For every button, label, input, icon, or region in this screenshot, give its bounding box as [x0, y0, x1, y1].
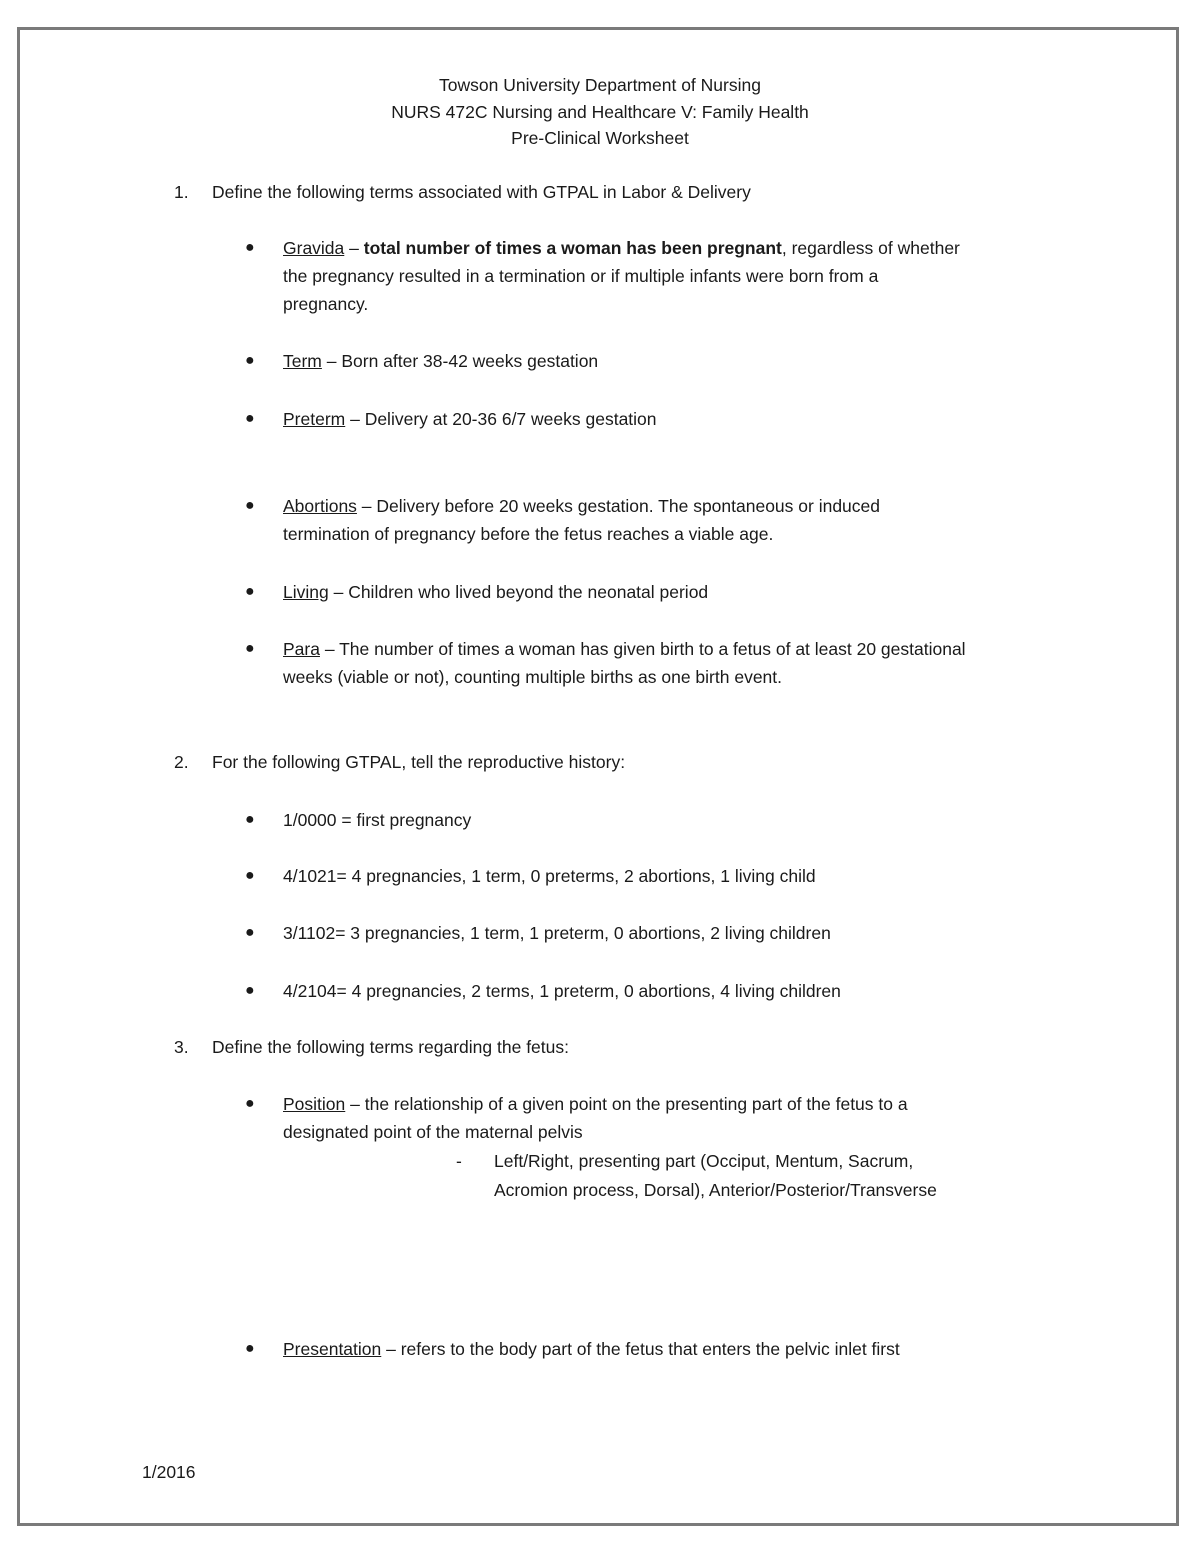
header-course: NURS 472C Nursing and Healthcare V: Family Health: [391, 102, 809, 122]
presentation-term: Presentation: [283, 1339, 382, 1359]
sub-dash: -: [456, 1151, 462, 1171]
gtpal-item: 1/0000 = first pregnancy: [283, 810, 472, 830]
living-item: Living – Children who lived beyond the neonatal period: [283, 582, 709, 602]
bullet-icon: ●: [245, 239, 255, 256]
position-line2: designated point of the maternal pelvis: [283, 1122, 583, 1142]
position-term: Position: [283, 1094, 346, 1114]
bullet-icon: ●: [245, 811, 255, 828]
term-term: Term: [283, 351, 322, 371]
bullet-icon: ●: [245, 1095, 255, 1112]
footer-date: 1/2016: [142, 1462, 196, 1482]
term-item: Term – Born after 38-42 weeks gestation: [283, 351, 599, 371]
para-line2: weeks (viable or not), counting multiple births as one birth event.: [283, 667, 783, 687]
gravida-line2: the pregnancy resulted in a termination or if multiple infants were born from a: [283, 266, 879, 286]
bullet-icon: ●: [245, 410, 255, 427]
gravida-term: Gravida: [283, 238, 345, 258]
bullet-icon: ●: [245, 867, 255, 884]
q2-number: 2.: [174, 752, 189, 772]
q3-text: Define the following terms regarding the fetus:: [212, 1037, 569, 1057]
bullet-icon: ●: [245, 352, 255, 369]
bullet-icon: ●: [245, 583, 255, 600]
position-line1: Position – the relationship of a given point on the presenting part of the fetus to a: [283, 1094, 908, 1114]
q1-text: Define the following terms associated with GTPAL in Labor & Delivery: [212, 182, 751, 202]
preterm-term: Preterm: [283, 409, 346, 429]
q2-text: For the following GTPAL, tell the reproductive history:: [212, 752, 626, 772]
gravida-line3: pregnancy.: [283, 294, 369, 314]
bullet-icon: ●: [245, 924, 255, 941]
bullet-icon: ●: [245, 1340, 255, 1357]
presentation-item: Presentation – refers to the body part of the fetus that enters the pelvic inlet first: [283, 1339, 900, 1359]
q3-number: 3.: [174, 1037, 189, 1057]
gtpal-item: 4/1021= 4 pregnancies, 1 term, 0 preterms, 2 abortions, 1 living child: [283, 866, 816, 886]
abortions-line1: Abortions – Delivery before 20 weeks gestation. The spontaneous or induced: [283, 496, 880, 516]
abortions-term: Abortions: [283, 496, 357, 516]
header-title: Pre-Clinical Worksheet: [511, 128, 689, 148]
para-term: Para: [283, 639, 320, 659]
gtpal-item: 4/2104= 4 pregnancies, 2 terms, 1 preterm, 0 abortions, 4 living children: [283, 981, 841, 1001]
gravida-line1: Gravida – total number of times a woman has been pregnant, regardless of whether: [283, 238, 960, 258]
gtpal-item: 3/1102= 3 pregnancies, 1 term, 1 preterm, 0 abortions, 2 living children: [283, 923, 831, 943]
position-sub-line2: Acromion process, Dorsal), Anterior/Posterior/Transverse: [494, 1180, 937, 1200]
header-institution: Towson University Department of Nursing: [439, 75, 761, 95]
abortions-line2: termination of pregnancy before the fetus reaches a viable age.: [283, 524, 774, 544]
gravida-bold: total number of times a woman has been pregnant: [363, 238, 782, 258]
position-sub-line1: Left/Right, presenting part (Occiput, Mentum, Sacrum,: [494, 1151, 914, 1171]
living-term: Living: [283, 582, 329, 602]
para-line1: Para – The number of times a woman has given birth to a fetus of at least 20 gestational: [283, 639, 966, 659]
bullet-icon: ●: [245, 982, 255, 999]
q1-number: 1.: [174, 182, 189, 202]
bullet-icon: ●: [245, 640, 255, 657]
bullet-icon: ●: [245, 497, 255, 514]
preterm-item: Preterm – Delivery at 20-36 6/7 weeks gestation: [283, 409, 657, 429]
